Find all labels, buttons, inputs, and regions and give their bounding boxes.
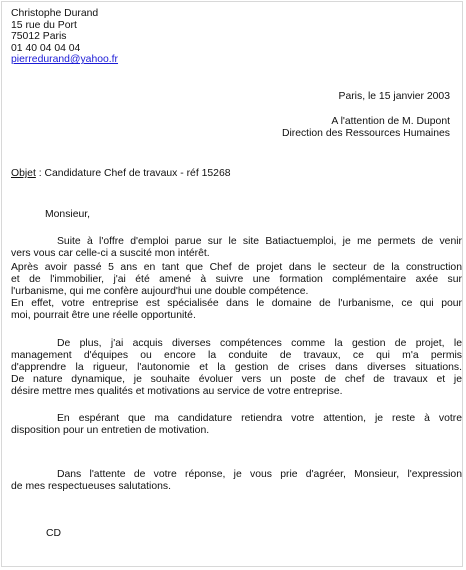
- sender-phone: 01 40 04 04 04: [11, 42, 81, 54]
- paragraph-1-line: Suite à l'offre d'emploi parue sur le site Batiactuemploi, je me permets de venir: [57, 236, 462, 247]
- paragraph-2-line: Après avoir passé 5 ans en tant que Chef de projet dans le secteur de la construction: [11, 262, 462, 273]
- paragraph-4-line: De nature dynamique, je souhaite évoluer vers un poste de chef de travaux et je: [11, 374, 462, 385]
- salutation: Monsieur,: [45, 209, 91, 220]
- paragraph-4-line: désire mettre mes qualités et motivations au service de votre entreprise.: [11, 386, 343, 397]
- sender-name: Christophe Durand: [11, 8, 99, 19]
- paragraph-2-line: l'urbanisme, qui me confère aujourd'hui une double compétence.: [11, 286, 309, 297]
- recipient-department: Direction des Ressources Humaines: [281, 127, 450, 139]
- subject-label: Objet: [11, 168, 36, 179]
- paragraph-1-line: vers vous car celle-ci a suscité mon intérêt.: [11, 248, 210, 259]
- sender-email-link[interactable]: pierredurand@yahoo.fr: [11, 54, 119, 66]
- paragraph-5-line: En espérant que ma candidature retiendra votre attention, je reste à votre: [57, 413, 462, 424]
- subject-text: : Candidature Chef de travaux - réf 15268: [35, 168, 231, 179]
- letter-body: [11, 0, 462, 570]
- signature: CD: [46, 528, 62, 539]
- sender-street: 15 rue du Port: [11, 19, 77, 31]
- paragraph-4-line: management d'équipes ou encore la conduite de travaux, ce qui m'a permis: [11, 350, 462, 361]
- paragraph-2-line: et de l'immobilier, j'ai été amené à suivre une formation complémentaire axée sur: [11, 274, 462, 285]
- paragraph-6-line: Dans l'attente de votre réponse, je vous prie d'agréer, Monsieur, l'expression: [57, 469, 462, 480]
- sender-city: 75012 Paris: [11, 31, 67, 43]
- paragraph-4-line: d'apprendre la rigueur, l'autonomie et la gestion de crises dans diverses situations.: [11, 362, 462, 373]
- letter-date: Paris, le 15 janvier 2003: [338, 91, 450, 102]
- paragraph-6-line: de mes respectueuses salutations.: [11, 481, 171, 492]
- paragraph-4-line: De plus, j'ai acquis diverses compétences comme la gestion de projet, le: [57, 338, 462, 349]
- paragraph-3-line: moi, pourrait être une réelle opportunité.: [11, 310, 196, 321]
- paragraph-5-line: disposition pour un entretien de motivation.: [11, 425, 210, 436]
- paragraph-3-line: En effet, votre entreprise est spécialisée dans le domaine de l'urbanisme, ce qui pour: [11, 298, 462, 309]
- recipient-attention: A l'attention de M. Dupont: [331, 116, 450, 127]
